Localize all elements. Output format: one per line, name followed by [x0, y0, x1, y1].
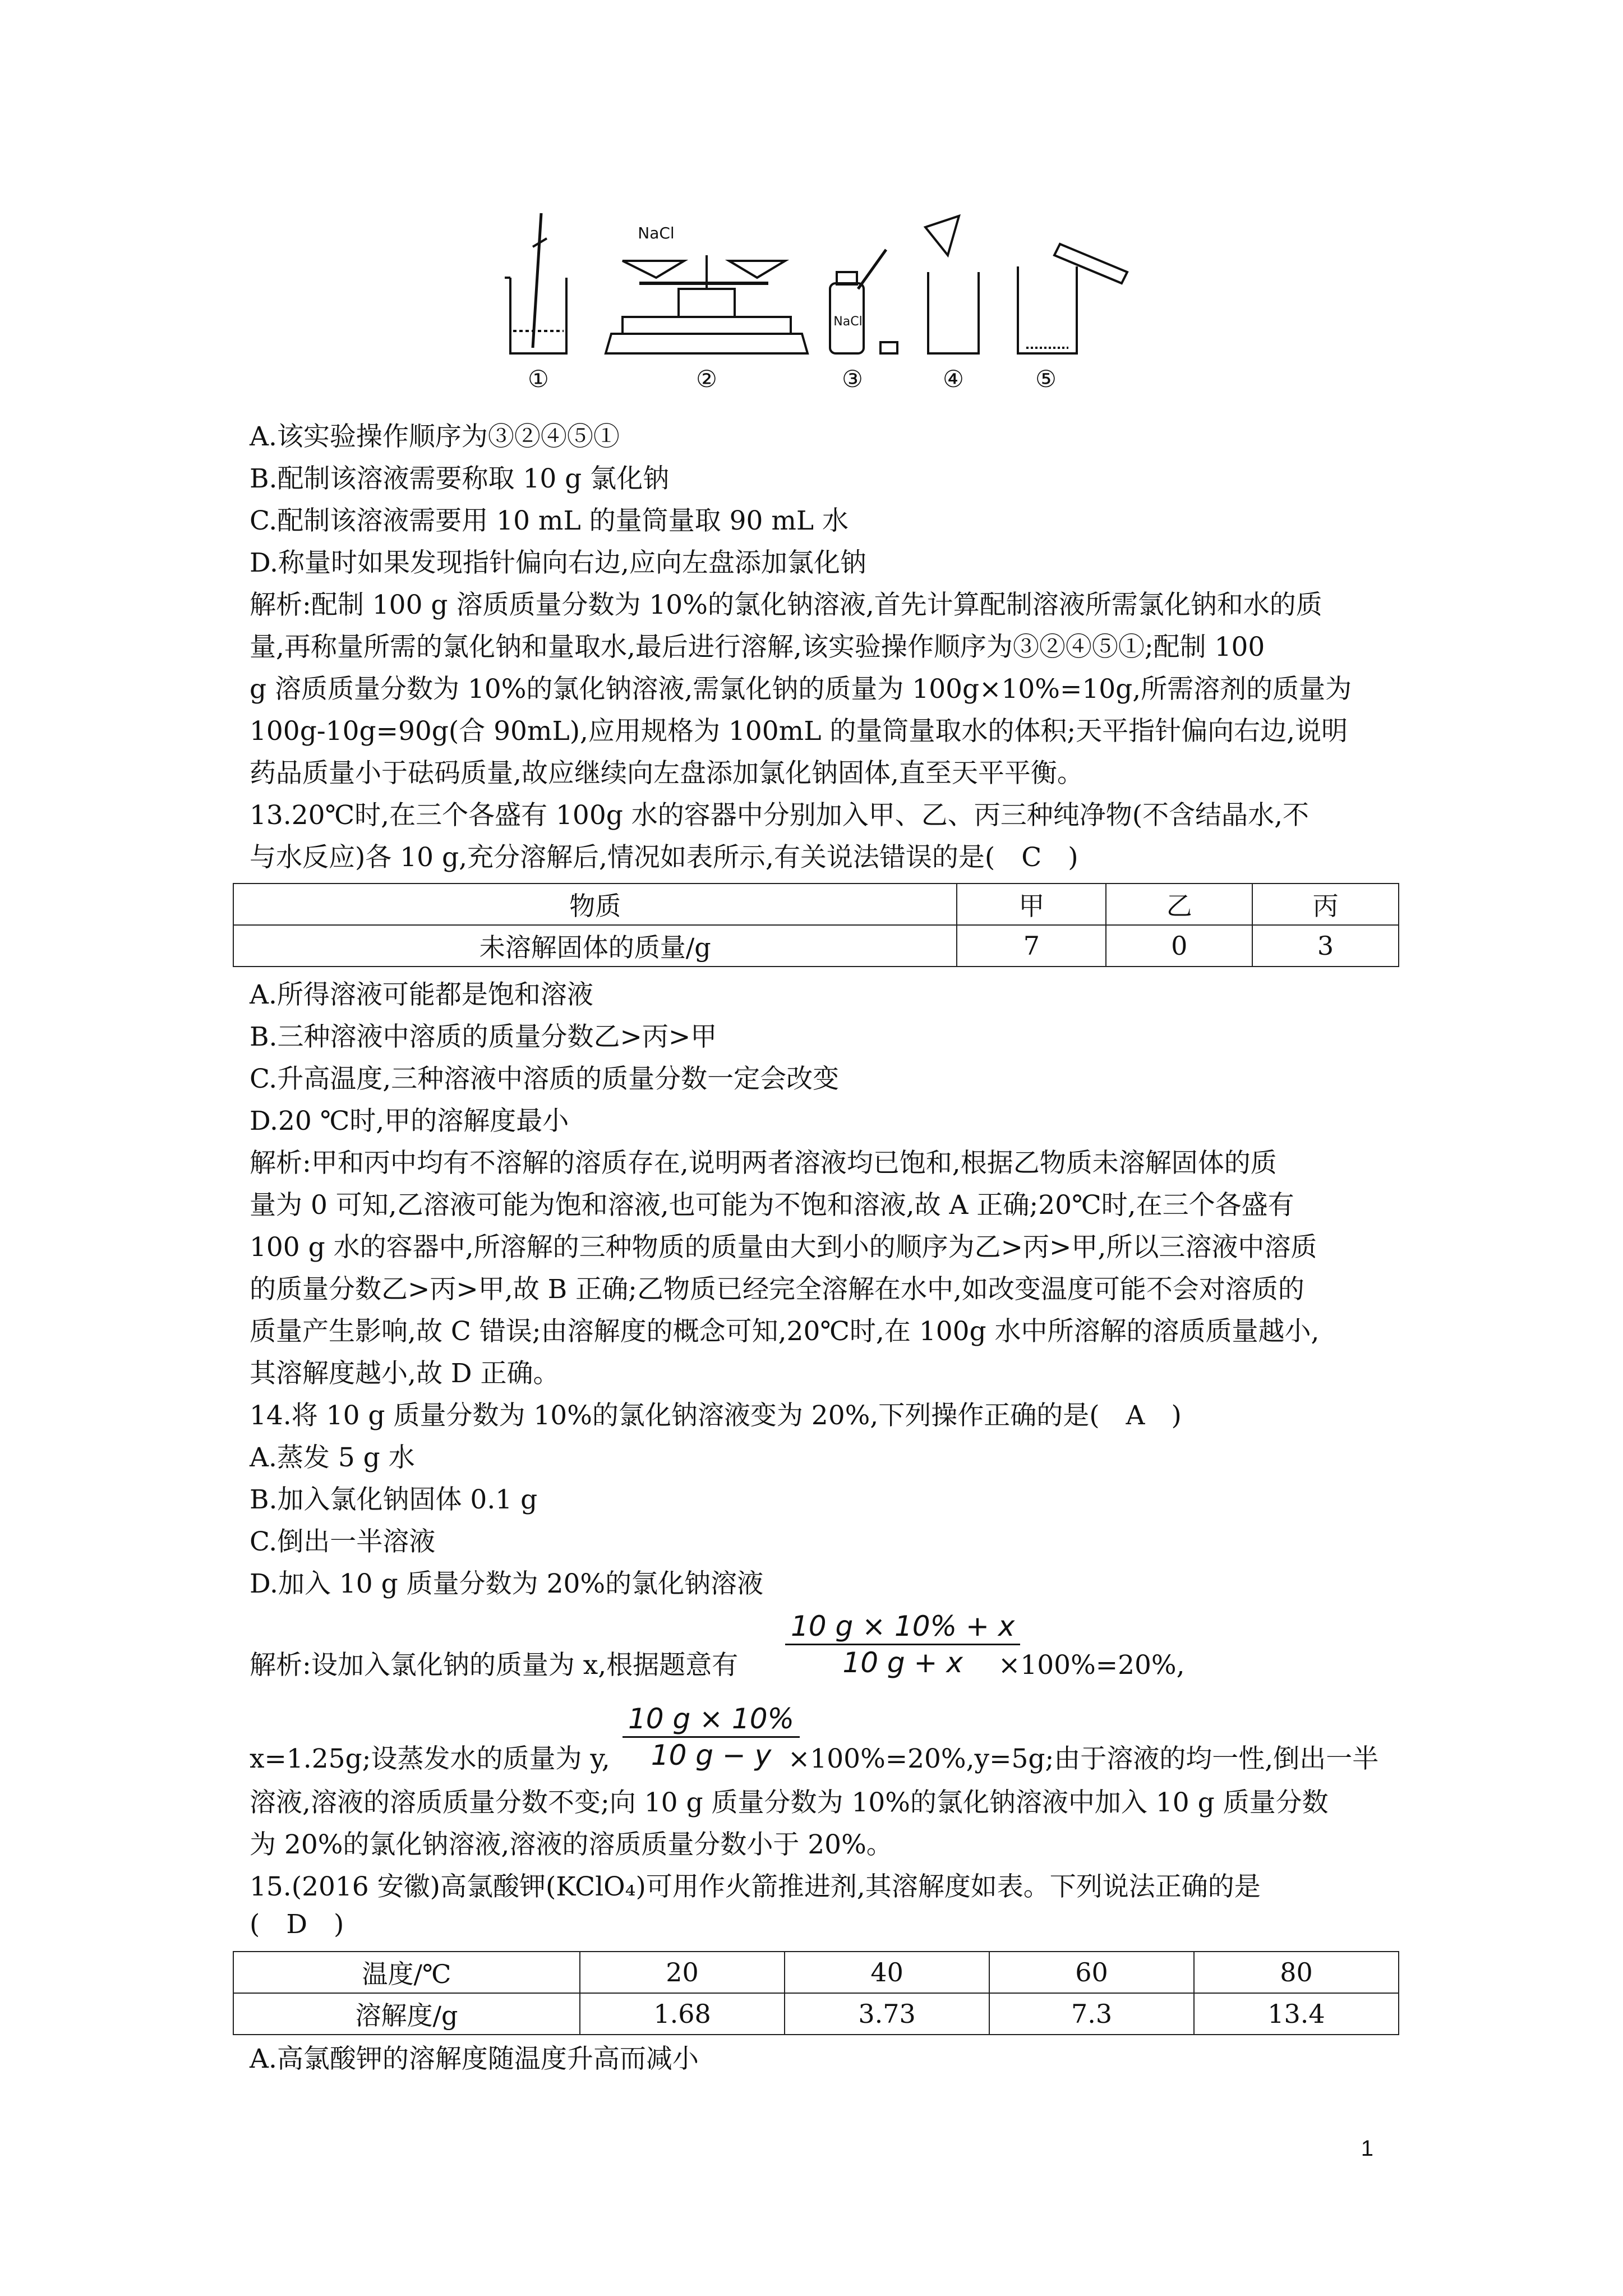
figure-label-3: ③: [842, 365, 863, 393]
q12-analysis-line: g 溶质质量分数为 10%的氯化钠溶液,需氯化钠的质量为 100g×10%=10g,所需溶剂的质量为: [250, 674, 1352, 705]
q13-analysis-line: 质量产生影响,故 C 错误;由溶解度的概念可知,20℃时,在 100g 水中所溶解的溶质质量越小,: [250, 1316, 1320, 1347]
q14-fraction-1: [785, 1610, 1020, 1679]
q13-analysis-line: 解析:甲和丙中均有不溶解的溶质存在,说明两者溶液均已饱和,根据乙物质未溶解固体的质: [250, 1148, 1277, 1179]
q13-option-a: A.所得溶液可能都是饱和溶液: [250, 979, 593, 1010]
q12-analysis-line: 解析:配制 100 g 溶质质量分数为 10%的氯化钠溶液,首先计算配制溶液所需氯化钠和水的质: [250, 590, 1322, 620]
figure-label-4: ④: [943, 365, 964, 393]
q13-analysis-line: 其溶解度越小,故 D 正确。: [250, 1358, 560, 1389]
nacl-label-bottle: NaCl: [833, 315, 863, 329]
q13-analysis-line: 的质量分数乙>丙>甲,故 B 正确;乙物质已经完全溶解在水中,如改变温度可能不会对溶质的: [250, 1274, 1304, 1305]
q14-analysis-prefix-2: x=1.25g;设蒸发水的质量为 y,: [250, 1743, 610, 1774]
figure-label-5: ⑤: [1035, 365, 1057, 393]
q14-analysis-line: 为 20%的氯化钠溶液,溶液的溶质质量分数小于 20%。: [250, 1829, 893, 1860]
table-cell: 1.68: [580, 1993, 785, 2035]
table-row: [233, 925, 1399, 967]
q13-stem-line: 与水反应)各 10 g,充分溶解后,情况如表所示,有关说法错误的是( C ): [250, 842, 1078, 873]
table-cell: 3: [1252, 925, 1399, 967]
q14-analysis-line: 溶液,溶液的溶质质量分数不变;向 10 g 质量分数为 10%的氯化钠溶液中加入 10 g 质量分数: [250, 1787, 1329, 1818]
q13-stem-line: 13.20℃时,在三个各盛有 100g 水的容器中分别加入甲、乙、丙三种纯净物(不含结晶水,不: [250, 800, 1310, 831]
table-cell: 丙: [1252, 884, 1399, 925]
table-cell: 20: [580, 1952, 785, 1993]
q12-option-b: B.配制该溶液需要称取 10 g 氯化钠: [250, 463, 670, 494]
q14-option-a: A.蒸发 5 g 水: [250, 1442, 415, 1473]
q15-option-a: A.高氯酸钾的溶解度随温度升高而减小: [250, 2044, 699, 2074]
table-cell: 7.3: [989, 1993, 1194, 2035]
q13-option-d: D.20 ℃时,甲的溶解度最小: [250, 1106, 569, 1137]
table-cell: 7: [957, 925, 1106, 967]
fraction-denominator: 10 g − y: [651, 1739, 772, 1772]
q12-option-c: C.配制该溶液需要用 10 mL 的量筒量取 90 mL 水: [250, 505, 849, 536]
apparatus-illustration: [494, 205, 1138, 395]
table-cell: 未溶解固体的质量/g: [233, 925, 957, 967]
q13-option-c: C.升高温度,三种溶液中溶质的质量分数一定会改变: [250, 1064, 840, 1094]
q14-option-b: B.加入氯化钠固体 0.1 g: [250, 1484, 538, 1515]
experiment-figure: [494, 205, 1138, 395]
fraction-bar: [623, 1736, 800, 1738]
table-cell: 甲: [957, 884, 1106, 925]
table-cell: 13.4: [1194, 1993, 1399, 2035]
q12-analysis-line: 药品质量小于砝码质量,故应继续向左盘添加氯化钠固体,直至天平平衡。: [250, 758, 1083, 789]
q13-option-b: B.三种溶液中溶质的质量分数乙>丙>甲: [250, 1022, 717, 1052]
table-cell: 物质: [233, 884, 957, 925]
q14-stem: 14.将 10 g 质量分数为 10%的氯化钠溶液变为 20%,下列操作正确的是( A ): [250, 1400, 1182, 1431]
figure-label-1: ①: [528, 365, 549, 393]
q13-analysis-line: 量为 0 可知,乙溶液可能为饱和溶液,也可能为不饱和溶液,故 A 正确;20℃时,在三个各盛有: [250, 1190, 1294, 1221]
page-number: 1: [1361, 2136, 1373, 2161]
q14-analysis-suffix-2: ×100%=20%,y=5g;由于溶液的均一性,倒出一半: [788, 1743, 1379, 1774]
q15-table: [233, 1951, 1399, 2035]
table-row: [233, 1993, 1399, 2035]
q14-analysis-suffix: ×100%=20%,: [998, 1650, 1185, 1681]
q15-stem-answer: ( D ): [250, 1909, 344, 1940]
table-cell: 溶解度/g: [233, 1993, 580, 2035]
q12-option-d: D.称量时如果发现指针偏向右边,应向左盘添加氯化钠: [250, 547, 866, 578]
q14-fraction-2: [623, 1703, 800, 1772]
fraction-numerator: 10 g × 10% + x: [791, 1610, 1015, 1642]
fraction-denominator: 10 g + x: [842, 1646, 963, 1679]
q12-analysis-line: 100g-10g=90g(合 90mL),应用规格为 100mL 的量筒量取水的体积;天平指针偏向右边,说明: [250, 716, 1348, 747]
q13-analysis-line: 100 g 水的容器中,所溶解的三种物质的质量由大到小的顺序为乙>丙>甲,所以三溶液中溶质: [250, 1232, 1317, 1263]
table-row: [233, 1952, 1399, 1993]
nacl-label-balance: NaCl: [638, 224, 675, 242]
fraction-bar: [785, 1644, 1020, 1645]
table-row: [233, 884, 1399, 925]
q15-stem-line: 15.(2016 安徽)高氯酸钾(KClO₄)可用作火箭推进剂,其溶解度如表。下列说法正确的是: [250, 1871, 1261, 1902]
fraction-numerator: 10 g × 10%: [628, 1703, 795, 1735]
q14-option-c: C.倒出一半溶液: [250, 1526, 436, 1557]
q12-option-a: A.该实验操作顺序为③②④⑤①: [250, 421, 620, 452]
q14-analysis-prefix: 解析:设加入氯化钠的质量为 x,根据题意有: [250, 1650, 739, 1681]
table-cell: 80: [1194, 1952, 1399, 1993]
table-cell: 60: [989, 1952, 1194, 1993]
table-cell: 乙: [1106, 884, 1252, 925]
q14-option-d: D.加入 10 g 质量分数为 20%的氯化钠溶液: [250, 1568, 764, 1599]
table-cell: 40: [785, 1952, 989, 1993]
table-cell: 温度/℃: [233, 1952, 580, 1993]
q13-table: [233, 883, 1399, 967]
table-cell: 0: [1106, 925, 1252, 967]
table-cell: 3.73: [785, 1993, 989, 2035]
q12-analysis-line: 量,再称量所需的氯化钠和量取水,最后进行溶解,该实验操作顺序为③②④⑤①;配制 100: [250, 632, 1265, 662]
figure-label-2: ②: [696, 365, 717, 393]
